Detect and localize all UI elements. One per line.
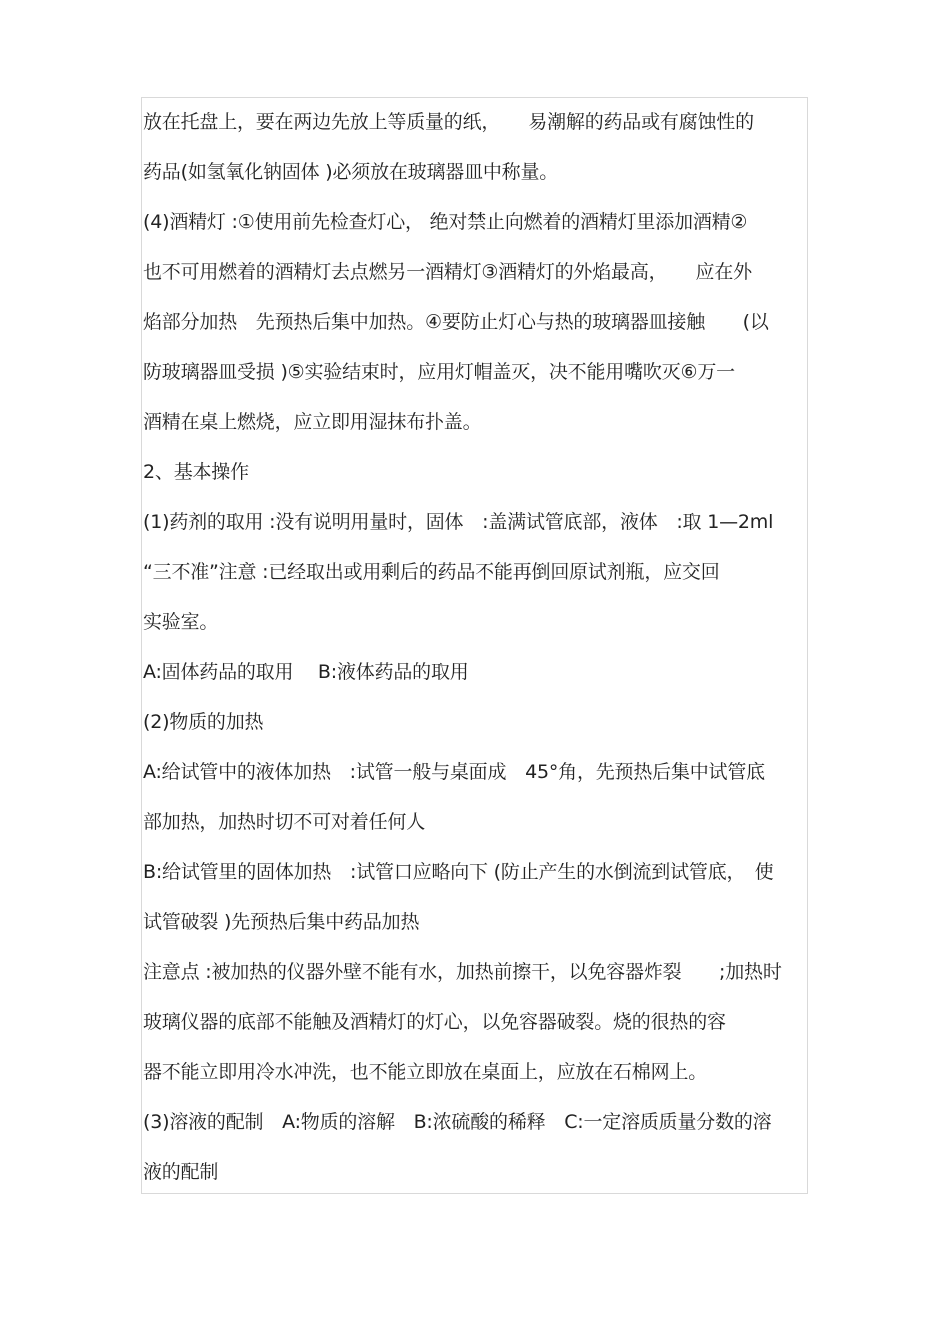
text-line: 实验室。 — [143, 611, 219, 633]
text-line: 器不能立即用冷水冲洗，也不能立即放在桌面上，应放在石棉网上。 — [143, 1061, 708, 1083]
section-heading: 2、基本操作 — [143, 461, 249, 483]
text-line: B:给试管里的固体加热 :试管口应略向下 (防止产生的水倒流到试管底， 使 — [143, 861, 774, 883]
text-line: 药品(如氢氧化钠固体 )必须放在玻璃器皿中称量。 — [143, 161, 559, 183]
text-line: 玻璃仪器的底部不能触及酒精灯的灯心，以免容器破裂。烧的很热的容 — [143, 1011, 726, 1033]
text-line: 也不可用燃着的酒精灯去点燃另一酒精灯③酒精灯的外焰最高， 应在外 — [143, 261, 752, 283]
subsection-heading: (2)物质的加热 — [143, 711, 264, 733]
text-line: A:固体药品的取用 B:液体药品的取用 — [143, 661, 469, 683]
text-line: 酒精在桌上燃烧，应立即用湿抹布扑盖。 — [143, 411, 482, 433]
text-line: A:给试管中的液体加热 :试管一般与桌面成 45°角，先预热后集中试管底 — [143, 761, 765, 783]
text-line: 防玻璃器皿受损 )⑤实验结束时，应用灯帽盖灭，决不能用嘴吹灭⑥万一 — [143, 361, 735, 383]
text-line: “三不准”注意 :已经取出或用剩后的药品不能再倒回原试剂瓶，应交回 — [143, 561, 720, 583]
text-line: 部加热，加热时切不可对着任何人 — [143, 811, 426, 833]
text-line: (3)溶液的配制 A:物质的溶解 B:浓硫酸的稀释 C:一定溶质质量分数的溶 — [143, 1111, 772, 1133]
text-line: (1)药剂的取用 :没有说明用量时，固体 :盖满试管底部，液体 :取 1—2ml — [143, 511, 774, 533]
text-line: 注意点 :被加热的仪器外壁不能有水，加热前擦干，以免容器炸裂 ;加热时 — [143, 961, 782, 983]
text-line: 试管破裂 )先预热后集中药品加热 — [143, 911, 420, 933]
text-line: (4)酒精灯 :①使用前先检查灯心， 绝对禁止向燃着的酒精灯里添加酒精② — [143, 211, 748, 233]
text-line: 焰部分加热 先预热后集中加热。④要防止灯心与热的玻璃器皿接触 (以 — [143, 311, 769, 333]
document-body — [143, 97, 809, 1197]
text-line: 液的配制 — [143, 1161, 219, 1183]
text-line: 放在托盘上，要在两边先放上等质量的纸， 易潮解的药品或有腐蚀性的 — [143, 111, 754, 133]
